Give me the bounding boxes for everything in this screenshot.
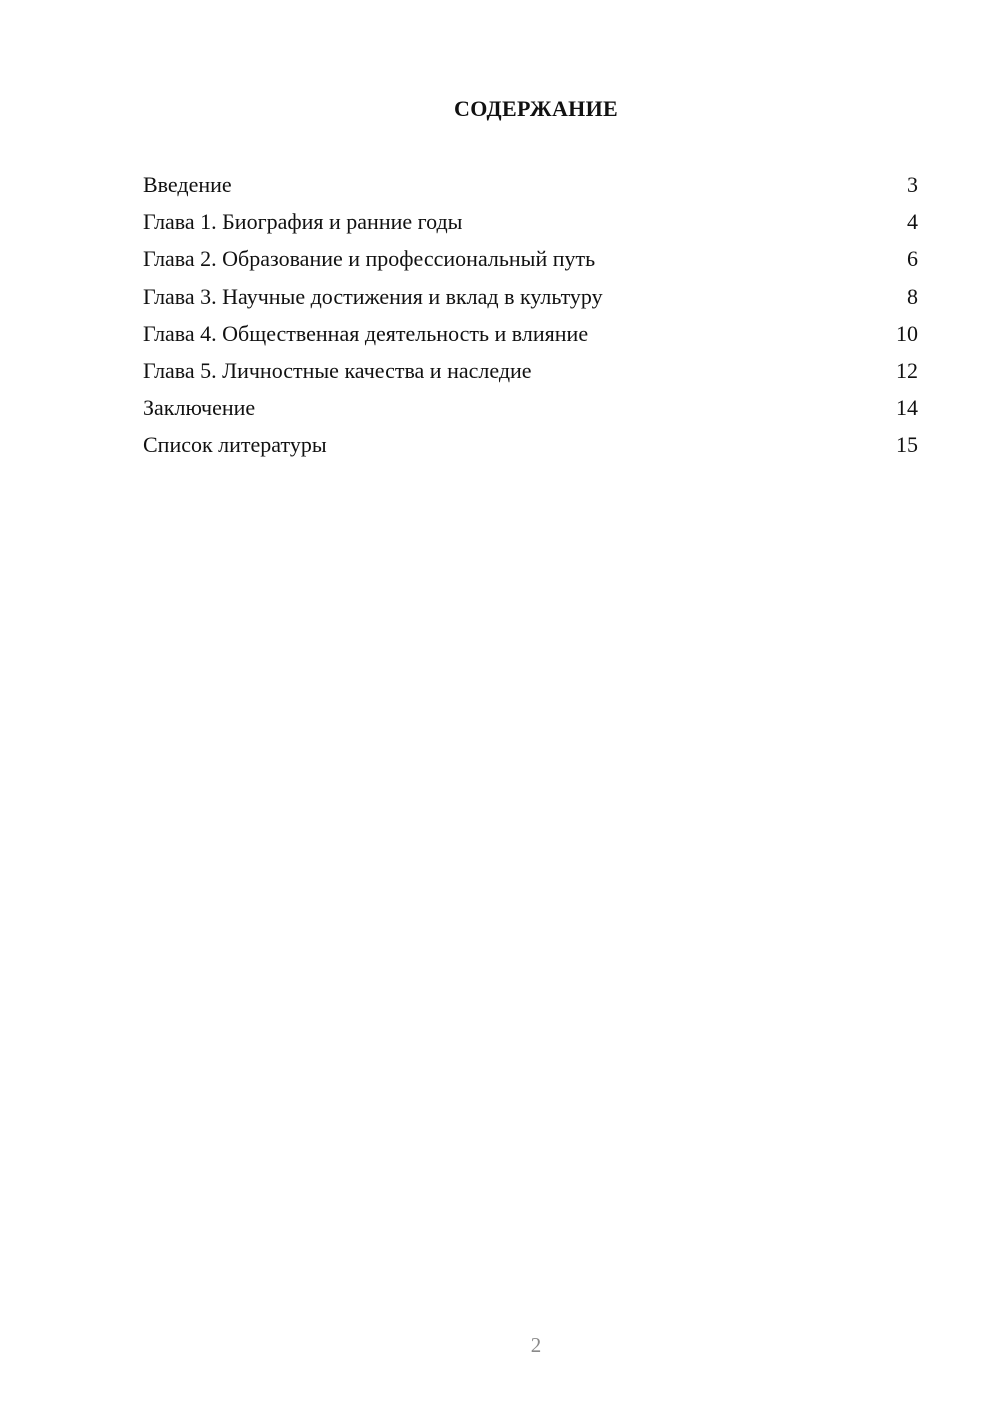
toc-entry-page: 8 — [907, 283, 918, 309]
toc-entry-title: Глава 3. Научные достижения и вклад в культуру — [143, 283, 603, 309]
toc-entry-title: Глава 2. Образование и профессиональный путь — [143, 246, 596, 272]
toc-entry-title: Введение — [143, 172, 232, 197]
toc-entry-title: Заключение — [143, 395, 256, 421]
toc-entry-chapter-2 — [143, 244, 918, 281]
table-of-contents — [143, 170, 918, 468]
toc-entry-title: Глава 1. Биография и ранние годы — [143, 209, 463, 235]
page-title: СОДЕРЖАНИЕ — [454, 96, 618, 121]
toc-entry-title: Глава 4. Общественная деятельность и влияние — [143, 320, 589, 346]
toc-entry-page: 10 — [896, 320, 918, 346]
toc-entry-introduction — [143, 170, 918, 207]
page-number: 2 — [530, 1333, 542, 1357]
toc-entry-page: 12 — [896, 357, 918, 383]
toc-entry-title: Список литературы — [143, 432, 327, 458]
toc-entry-chapter-4 — [143, 319, 918, 356]
toc-entry-page: 14 — [896, 395, 918, 421]
toc-entry-chapter-3 — [143, 282, 918, 319]
toc-entry-chapter-5 — [143, 356, 918, 393]
toc-entry-bibliography — [143, 430, 918, 467]
toc-entry-page: 4 — [907, 209, 918, 235]
toc-entry-conclusion — [143, 393, 918, 430]
toc-entry-page: 3 — [907, 172, 918, 197]
toc-entry-title: Глава 5. Личностные качества и наследие — [143, 357, 532, 383]
toc-entry-chapter-1 — [143, 207, 918, 244]
toc-entry-page: 6 — [907, 246, 918, 272]
toc-entry-page: 15 — [896, 432, 918, 458]
